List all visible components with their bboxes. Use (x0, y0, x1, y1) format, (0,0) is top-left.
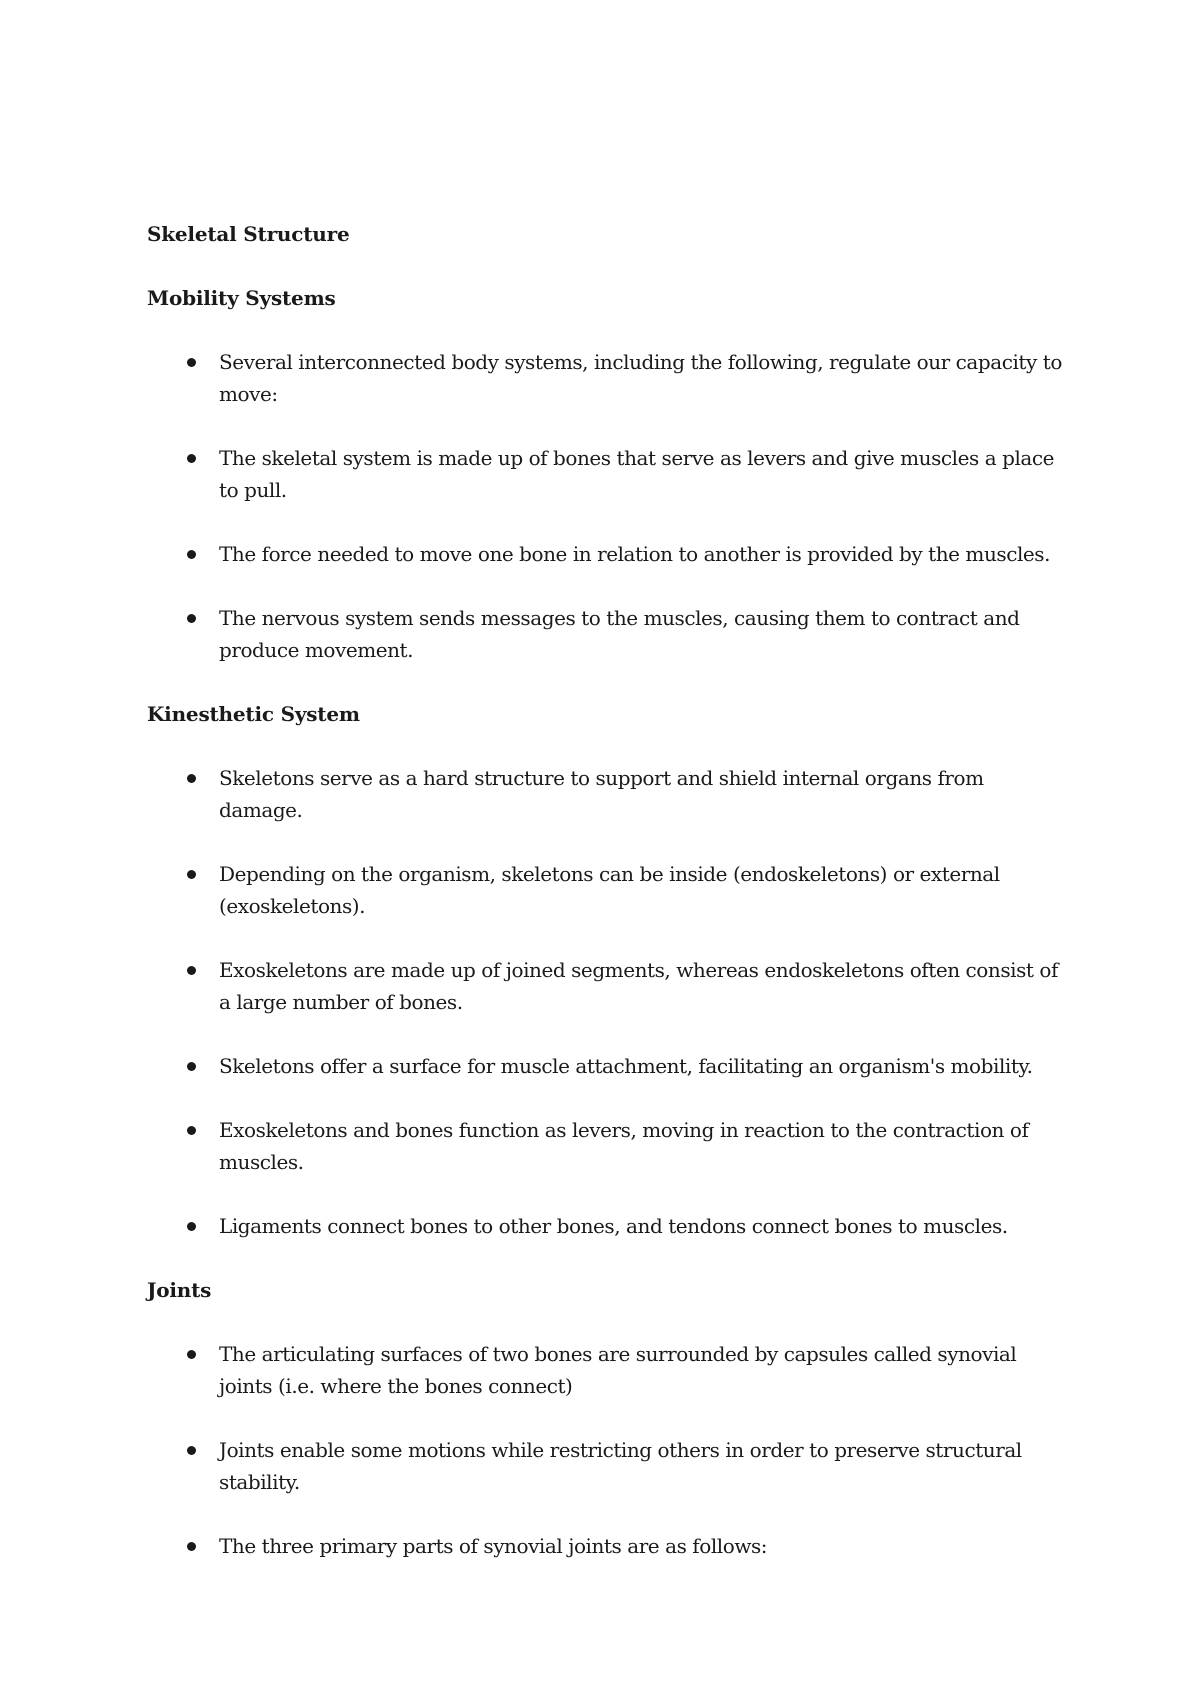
list-item-text: The articulating surfaces of two bones are surrounded by capsules called synovial joints (i.e. where the bones connect) (219, 1342, 1017, 1398)
list-item-text: The skeletal system is made up of bones that serve as levers and give muscles a place to pull. (219, 446, 1055, 502)
bullet-icon (187, 774, 196, 783)
list-item-text: Skeletons offer a surface for muscle attachment, facilitating an organism's mobility. (219, 1054, 1033, 1078)
list-item (147, 1210, 1067, 1242)
list-item-text: Exoskeletons are made up of joined segments, whereas endoskeletons often consist of a large number of bones. (219, 958, 1058, 1014)
list-item-text: Depending on the organism, skeletons can be inside (endoskeletons) or external (exoskeletons). (219, 862, 1000, 918)
list-item-text: The nervous system sends messages to the muscles, causing them to contract and produce movement. (219, 606, 1020, 662)
bullet-icon (187, 614, 196, 623)
list-item (147, 954, 1067, 1018)
list-item (147, 1434, 1067, 1498)
bullet-icon (187, 1542, 196, 1551)
list-item (147, 442, 1067, 506)
bullet-icon (187, 966, 196, 975)
list-item-text: The force needed to move one bone in relation to another is provided by the muscles. (219, 542, 1050, 566)
bullet-icon (187, 870, 196, 879)
bullet-icon (187, 550, 196, 559)
section-heading-joints: Joints (147, 1278, 212, 1302)
list-item (147, 538, 1067, 570)
list-item-text: The three primary parts of synovial joints are as follows: (219, 1534, 768, 1558)
bullet-list-mobility-systems (147, 346, 1067, 666)
list-item (147, 858, 1067, 922)
list-item (147, 1050, 1067, 1082)
bullet-list-joints (147, 1338, 1067, 1562)
list-item-text: Several interconnected body systems, including the following, regulate our capacity to move: (219, 350, 1062, 406)
bullet-icon (187, 1062, 196, 1071)
section-heading-kinesthetic-system: Kinesthetic System (147, 702, 360, 726)
list-item-text: Joints enable some motions while restricting others in order to preserve structural stability. (219, 1438, 1022, 1494)
list-item-text: Ligaments connect bones to other bones, and tendons connect bones to muscles. (219, 1214, 1008, 1238)
list-item-text: Exoskeletons and bones function as levers, moving in reaction to the contraction of muscles. (219, 1118, 1029, 1174)
bullet-list-kinesthetic-system (147, 762, 1067, 1242)
bullet-icon (187, 358, 196, 367)
bullet-icon (187, 1126, 196, 1135)
list-item (147, 1530, 1067, 1562)
list-item (147, 762, 1067, 826)
section-heading-mobility-systems: Mobility Systems (147, 286, 336, 310)
bullet-icon (187, 454, 196, 463)
document-title: Skeletal Structure (147, 222, 350, 246)
list-item (147, 1114, 1067, 1178)
bullet-icon (187, 1350, 196, 1359)
list-item (147, 602, 1067, 666)
list-item (147, 346, 1067, 410)
bullet-icon (187, 1222, 196, 1231)
list-item (147, 1338, 1067, 1402)
bullet-icon (187, 1446, 196, 1455)
list-item-text: Skeletons serve as a hard structure to support and shield internal organs from damage. (219, 766, 984, 822)
document-body (147, 218, 1067, 1594)
